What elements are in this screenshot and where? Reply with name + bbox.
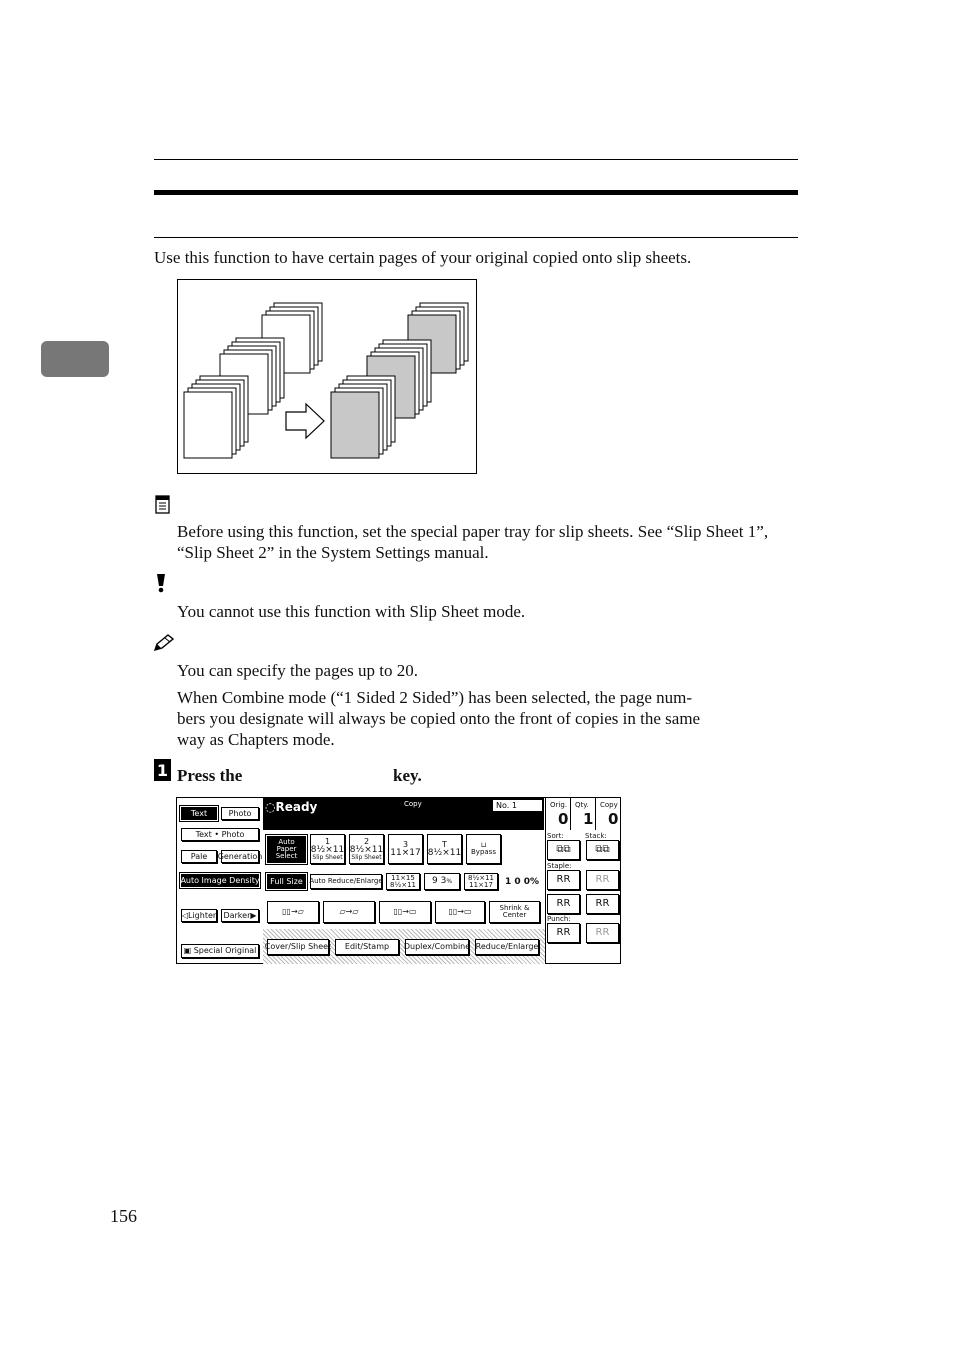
tray-3-button[interactable]: [388, 834, 423, 864]
tray-3-number: 3: [402, 839, 409, 849]
lighter-button[interactable]: [181, 909, 217, 922]
darker-label: Darker: [223, 910, 251, 920]
step-suffix: key.: [393, 766, 422, 785]
tray-2-button[interactable]: [349, 834, 384, 864]
punch-left-button[interactable]: [547, 923, 580, 943]
note-text-2-line1: When Combine mode (“1 Sided 2 Sided”) has been selected, the page num-: [177, 688, 693, 707]
tray-1-button[interactable]: [310, 834, 345, 864]
stack-label: Stack:: [585, 832, 607, 840]
tray-1-sub: Slip Sheet: [312, 853, 343, 861]
auto-reduce-enlarge-button[interactable]: Auto Reduce/Enlarge: [310, 874, 382, 889]
originals-label: Orig.: [550, 801, 568, 809]
tab-reduce-enlarge[interactable]: Reduce/Enlarge: [475, 939, 539, 955]
text-photo-button[interactable]: Text • Photo: [181, 828, 259, 841]
illustration-svg: [178, 280, 476, 473]
combine-4-button[interactable]: [435, 901, 485, 923]
copy-mode-label: Copy: [404, 800, 422, 808]
sort-label: Sort:: [547, 832, 564, 840]
punch-disabled-icon: RR: [595, 927, 610, 938]
counter-area: [545, 798, 621, 830]
ratio-preset-2-value: 9 3: [431, 876, 447, 886]
ratio-preset-3-button[interactable]: [464, 873, 498, 890]
combine-3-button[interactable]: [379, 901, 431, 923]
combine-1-button[interactable]: [267, 901, 319, 923]
staple-two-button[interactable]: [547, 894, 580, 914]
staple-label: Staple:: [547, 862, 572, 870]
tray-1-size: 8½×11: [310, 844, 345, 855]
copies-value: 0: [608, 810, 619, 828]
pale-button[interactable]: Pale: [181, 850, 217, 863]
header-rule-top: [154, 159, 798, 160]
staple-left-icon: RR: [595, 898, 610, 909]
tray-t-number: T: [442, 839, 447, 849]
tray-2-size: 8½×11: [349, 844, 384, 855]
limitation-text: You cannot use this function with Slip Sheet mode.: [177, 602, 526, 621]
limitation-icon: [154, 573, 168, 598]
punch-icon: RR: [556, 927, 571, 938]
job-number: No. 1: [493, 800, 542, 811]
note-text-2-line3: way as Chapters mode.: [177, 730, 335, 749]
ratio-preset-2-unit: %: [446, 877, 453, 885]
staple-disabled-icon: RR: [595, 874, 610, 885]
header-rule-bottom: [154, 237, 798, 238]
stack-button[interactable]: [586, 840, 619, 860]
note-text-1: You can specify the pages up to 20.: [177, 661, 418, 680]
ratio-preset-1-bottom: 8½×11: [389, 880, 416, 889]
copies-counter: [595, 798, 621, 830]
note-text-2-line2: bers you designate will always be copied onto the front of copies in the same: [177, 709, 701, 728]
tab-cover-slip-sheet[interactable]: Cover/Slip Sheet: [267, 939, 329, 955]
page-number: 156: [110, 1206, 137, 1226]
right-arrow-icon: [286, 404, 324, 438]
auto-paper-select-button[interactable]: Auto Paper Select: [267, 836, 306, 863]
status-bar: [263, 798, 544, 830]
staple-two-icon: RR: [556, 898, 571, 909]
tray-2-sub: Slip Sheet: [351, 853, 382, 861]
combine-4-icon: ▯▯→▭: [448, 907, 472, 916]
chapter-tab: [41, 341, 109, 377]
combine-3-icon: ▯▯→▭: [393, 907, 417, 916]
step-1-icon: 1: [154, 759, 171, 781]
darker-button[interactable]: [221, 909, 259, 922]
sort-icon: ⧉⧉: [556, 844, 571, 855]
text-mode-button[interactable]: Text: [181, 807, 217, 820]
step-prefix: Press the: [177, 766, 243, 785]
preparation-icon: [155, 494, 171, 519]
ratio-preset-1-top: 11×15: [391, 873, 415, 882]
ratio-preset-3-bottom: 11×17: [469, 880, 493, 889]
combine-2-icon: ▱→▱: [339, 907, 359, 916]
generation-button[interactable]: Generation: [221, 850, 259, 863]
copies-label: Copy: [600, 801, 618, 809]
full-size-button[interactable]: Full Size: [267, 874, 306, 889]
feature-tab-bar: [263, 929, 545, 964]
stack-icon: ⧉⧉: [595, 844, 610, 855]
intro-text: Use this function to have certain pages of your original copied onto slip sheets.: [154, 248, 692, 267]
staple-left-button[interactable]: [586, 894, 619, 914]
tray-1-number: 1: [324, 836, 331, 846]
ready-status: [265, 800, 317, 814]
slip-sheet-illustration: [177, 279, 477, 474]
ratio-preset-2-button[interactable]: [424, 873, 460, 890]
header-rule-thick: [154, 190, 798, 195]
shrink-center-button[interactable]: Shrink & Center: [489, 901, 540, 923]
page-sheet: [331, 392, 379, 458]
ready-label: Ready: [275, 800, 318, 814]
punch-top-button[interactable]: [586, 923, 619, 943]
combine-1-icon: ▯▯→▱: [282, 907, 304, 916]
finishing-divider: [545, 830, 546, 964]
tray-2-number: 2: [363, 836, 370, 846]
tray-3-size: 11×17: [390, 847, 421, 858]
bypass-label: Bypass: [471, 848, 496, 856]
current-ratio: 1 0 0%: [505, 877, 540, 887]
bypass-icon: ⊔: [480, 841, 487, 849]
originals-counter: [545, 798, 570, 830]
tray-t-button[interactable]: [427, 834, 462, 864]
preparation-text: Before using this function, set the special paper tray for slip sheets. See “Slip Sheet 1”, “Slip Sheet 2” in the System Settings manual.: [177, 522, 769, 562]
staple-icon: RR: [556, 874, 571, 885]
lighter-label: Lighter: [187, 910, 217, 920]
special-original-icon: ▣: [183, 946, 194, 955]
ratio-preset-1-button[interactable]: [386, 873, 420, 890]
ready-circle-icon: ◌: [265, 800, 276, 814]
combine-2-button[interactable]: [323, 901, 375, 923]
note-pencil-icon: [153, 634, 175, 657]
photo-mode-button[interactable]: Photo: [221, 807, 259, 820]
ratio-preset-3-top: 8½×11: [467, 873, 494, 882]
quantity-label: Qty.: [575, 801, 589, 809]
special-original-label: Special Original: [193, 946, 257, 955]
sort-button[interactable]: [547, 840, 580, 860]
copier-control-panel: [176, 797, 621, 964]
tray-t-size: 8½×11: [427, 847, 462, 858]
punch-label: Punch:: [547, 915, 571, 923]
tab-edit-stamp[interactable]: Edit/Stamp: [335, 939, 399, 955]
darker-arrow-icon: ▶: [250, 910, 257, 920]
staple-top-right-button[interactable]: [586, 870, 619, 890]
bypass-tray-button[interactable]: [466, 834, 501, 864]
page-sheet: [184, 392, 232, 458]
originals-value: 0: [558, 810, 569, 828]
staple-top-left-button[interactable]: [547, 870, 580, 890]
special-original-button[interactable]: [181, 944, 259, 958]
tab-duplex-combine[interactable]: Duplex/Combine: [405, 939, 469, 955]
quantity-counter: [570, 798, 595, 830]
auto-image-density-button[interactable]: Auto Image Density: [181, 874, 259, 887]
lighter-arrow-icon: ◁: [181, 910, 188, 920]
quantity-value: 1: [583, 810, 594, 828]
